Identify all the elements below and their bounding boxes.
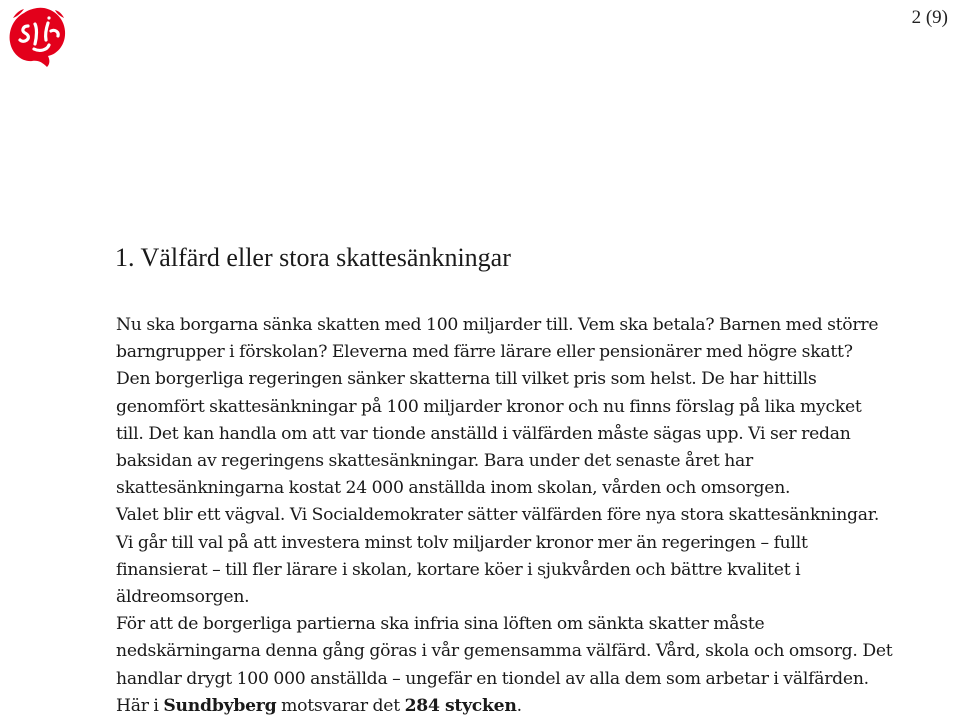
municipality-name: Sundbyberg [163, 695, 277, 716]
text-line: nedskärningarna denna gång göras i vår gemensamma välfärd. Vård, skola och omsorg. Det [116, 641, 893, 662]
text-line: äldreomsorgen. [116, 587, 250, 608]
party-rose-logo [4, 4, 70, 70]
text-line: barngrupper i förskolan? Eleverna med färre lärare eller pensionärer med högre skatt? [116, 342, 853, 363]
text-line: skattesänkningarna kostat 24 000 anställda inom skolan, vården och omsorgen. [116, 478, 791, 499]
text-line: Den borgerliga regeringen sänker skatterna till vilket pris som helst. De har hittills [116, 369, 817, 390]
last-line-suffix: . [516, 695, 522, 716]
body-text [116, 312, 916, 720]
text-line: baksidan av regeringens skattesänkningar. Bara under det senaste året har [116, 451, 754, 472]
page-number: 2 (9) [911, 7, 948, 28]
section-heading: 1. Välfärd eller stora skattesänkningar [115, 243, 511, 272]
text-line: finansierat – till fler lärare i skolan, kortare köer i sjukvården och bättre kvalitet i [116, 559, 801, 580]
text-line: För att de borgerliga partierna ska infria sina löften om sänkta skatter måste [116, 614, 765, 635]
text-line: Valet blir ett vägval. Vi Socialdemokrater sätter välfärden före nya stora skattesänkningar. [116, 505, 880, 526]
text-line: till. Det kan handla om att var tionde anställd i välfärden måste sägas upp. Vi ser redan [116, 423, 851, 444]
text-line: genomfört skattesänkningar på 100 miljarder kronor och nu finns förslag på lika mycket [116, 396, 862, 417]
employee-count: 284 stycken [404, 695, 517, 716]
last-line-middle: motsvarar det [276, 695, 405, 716]
text-line: Vi går till val på att investera minst tolv miljarder kronor mer än regeringen – fullt [116, 532, 808, 553]
text-line: Nu ska borgarna sänka skatten med 100 miljarder till. Vem ska betala? Barnen med större [116, 315, 879, 335]
text-line-last [116, 693, 916, 720]
last-line-prefix: Här i [116, 695, 164, 716]
text-line: handlar drygt 100 000 anställda – ungefär en tiondel av alla dem som arbetar i välfärden. [116, 668, 869, 689]
